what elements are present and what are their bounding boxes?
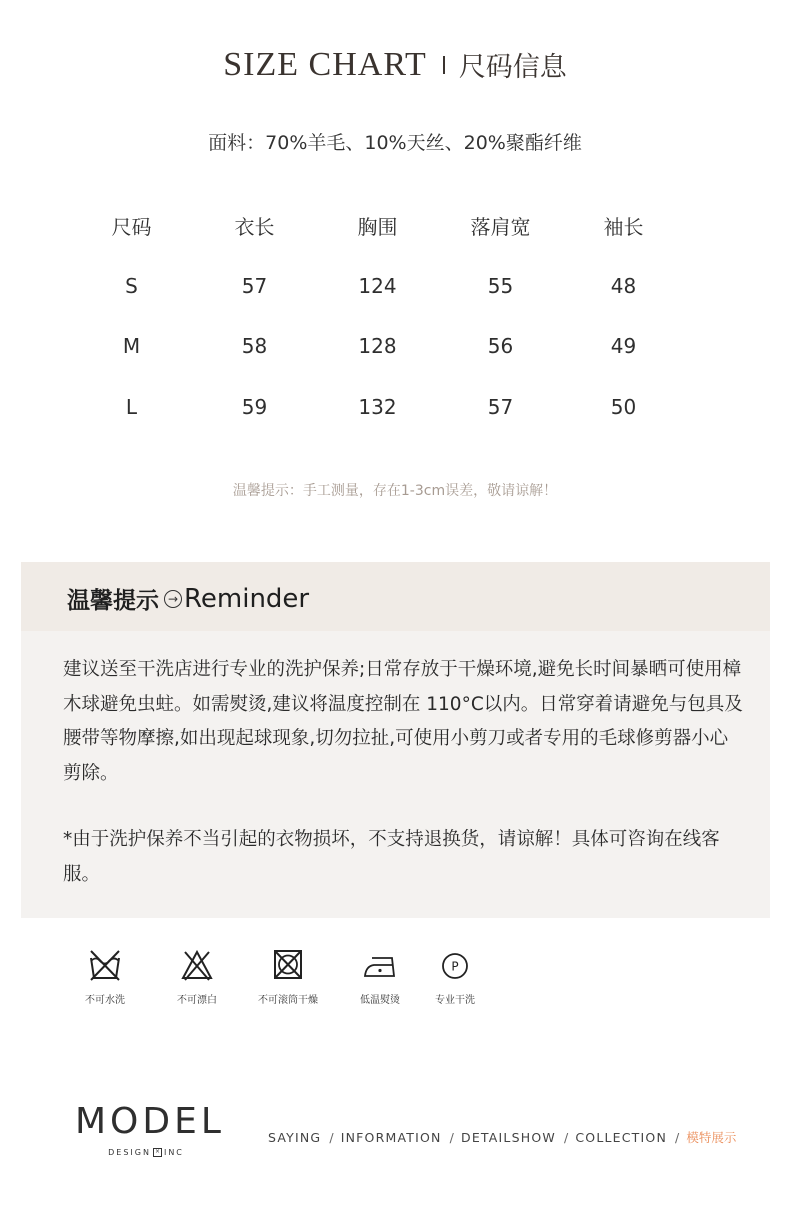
professional-dry-clean-icon	[437, 948, 473, 982]
no-tumble-dry-icon	[270, 948, 306, 982]
table-row	[70, 377, 685, 438]
reminder-title-cn: 温馨提示	[67, 588, 159, 614]
nav-item-information[interactable]: INFORMATION	[340, 1129, 442, 1145]
nav-separator: /	[329, 1129, 335, 1145]
table-cell: 124	[358, 273, 397, 298]
size-table	[70, 195, 685, 437]
header-cell: 落肩宽	[470, 214, 531, 239]
measurement-tip: 温馨提示：手工测量，存在1-3cm误差，敬请谅解！	[232, 483, 558, 499]
care-label: 低温熨烫	[360, 995, 400, 1006]
care-instructions: 建议送至干洗店进行专业的洗护保养;日常存放于干燥环境,避免长时间暴晒可使用樟木球避免虫蛀。如需熨烫,建议将温度控制在 110°C以内。日常穿着请避免与包具及腰带等物摩擦,如出现起球现象,切勿拉扯,可使用小剪刀或者专用的毛球修剪器小心剪除。	[63, 659, 743, 784]
no-wash-icon	[87, 948, 123, 982]
title-cn: 尺码信息	[458, 52, 567, 83]
nav-item-collection[interactable]: COLLECTION	[575, 1129, 667, 1145]
table-cell: 128	[358, 334, 397, 359]
logo-text: MODEL	[75, 1101, 225, 1142]
header-cell: 尺码	[111, 214, 152, 239]
table-cell: 58	[241, 334, 268, 359]
table-cell: 56	[487, 334, 514, 359]
care-label: 不可水洗	[85, 995, 125, 1006]
care-item	[152, 948, 242, 1006]
care-label: 不可漂白	[177, 995, 217, 1006]
title-en: SIZE CHART	[223, 45, 427, 83]
logo-sub-right: INC	[163, 1148, 184, 1157]
care-label: 专业干洗	[435, 995, 475, 1006]
table-cell: L	[125, 394, 138, 419]
logo-sub-left: DESIGN	[108, 1148, 151, 1157]
care-item	[243, 948, 333, 1006]
title-divider	[443, 56, 445, 74]
size-table-header	[70, 195, 685, 256]
table-cell: 57	[241, 273, 268, 298]
footer-nav	[268, 1128, 736, 1146]
reminder-title	[67, 582, 309, 615]
table-cell: 59	[241, 394, 268, 419]
reminder-title-en: Reminder	[184, 583, 310, 614]
table-cell: 48	[610, 273, 637, 298]
nav-item-model-display[interactable]: 模特展示	[686, 1130, 737, 1145]
return-policy-note: *由于洗护保养不当引起的衣物损坏，不支持退换货，请谅解！具体可咨询在线客服。	[63, 829, 720, 885]
nav-separator: /	[563, 1129, 570, 1145]
nav-item-detailshow[interactable]: DETAILSHOW	[461, 1129, 556, 1145]
table-row	[70, 316, 685, 377]
nav-separator: /	[675, 1129, 681, 1145]
care-label: 不可滚筒干燥	[258, 995, 318, 1006]
table-cell: 50	[610, 394, 637, 419]
header-cell: 袖长	[603, 214, 644, 239]
page-title	[0, 45, 790, 84]
no-bleach-icon	[179, 948, 215, 982]
reminder-header	[21, 562, 770, 631]
table-cell: 57	[487, 394, 514, 419]
arrow-right-circle-icon: →	[164, 590, 182, 608]
header-cell: 衣长	[234, 214, 275, 239]
brand-logo	[75, 1101, 225, 1157]
svg-text:P: P	[451, 959, 459, 974]
care-item	[60, 948, 150, 1006]
table-cell: M	[122, 334, 141, 359]
table-row	[70, 256, 685, 317]
boxed-x-icon: ×	[154, 1148, 160, 1155]
care-icons	[0, 948, 790, 1018]
reminder-body	[21, 631, 770, 918]
table-cell: S	[125, 273, 138, 298]
table-cell: 132	[358, 394, 397, 419]
low-iron-icon	[362, 948, 398, 982]
table-cell: 49	[610, 334, 637, 359]
care-item	[410, 948, 500, 1006]
material-composition: 面料：70%羊毛、10%天丝、20%聚酯纤维	[208, 132, 582, 154]
header-cell: 胸围	[357, 214, 398, 239]
table-cell: 55	[487, 273, 514, 298]
nav-item-saying[interactable]: SAYING	[268, 1129, 322, 1145]
logo-subtitle	[75, 1148, 217, 1157]
nav-separator: /	[449, 1129, 455, 1145]
